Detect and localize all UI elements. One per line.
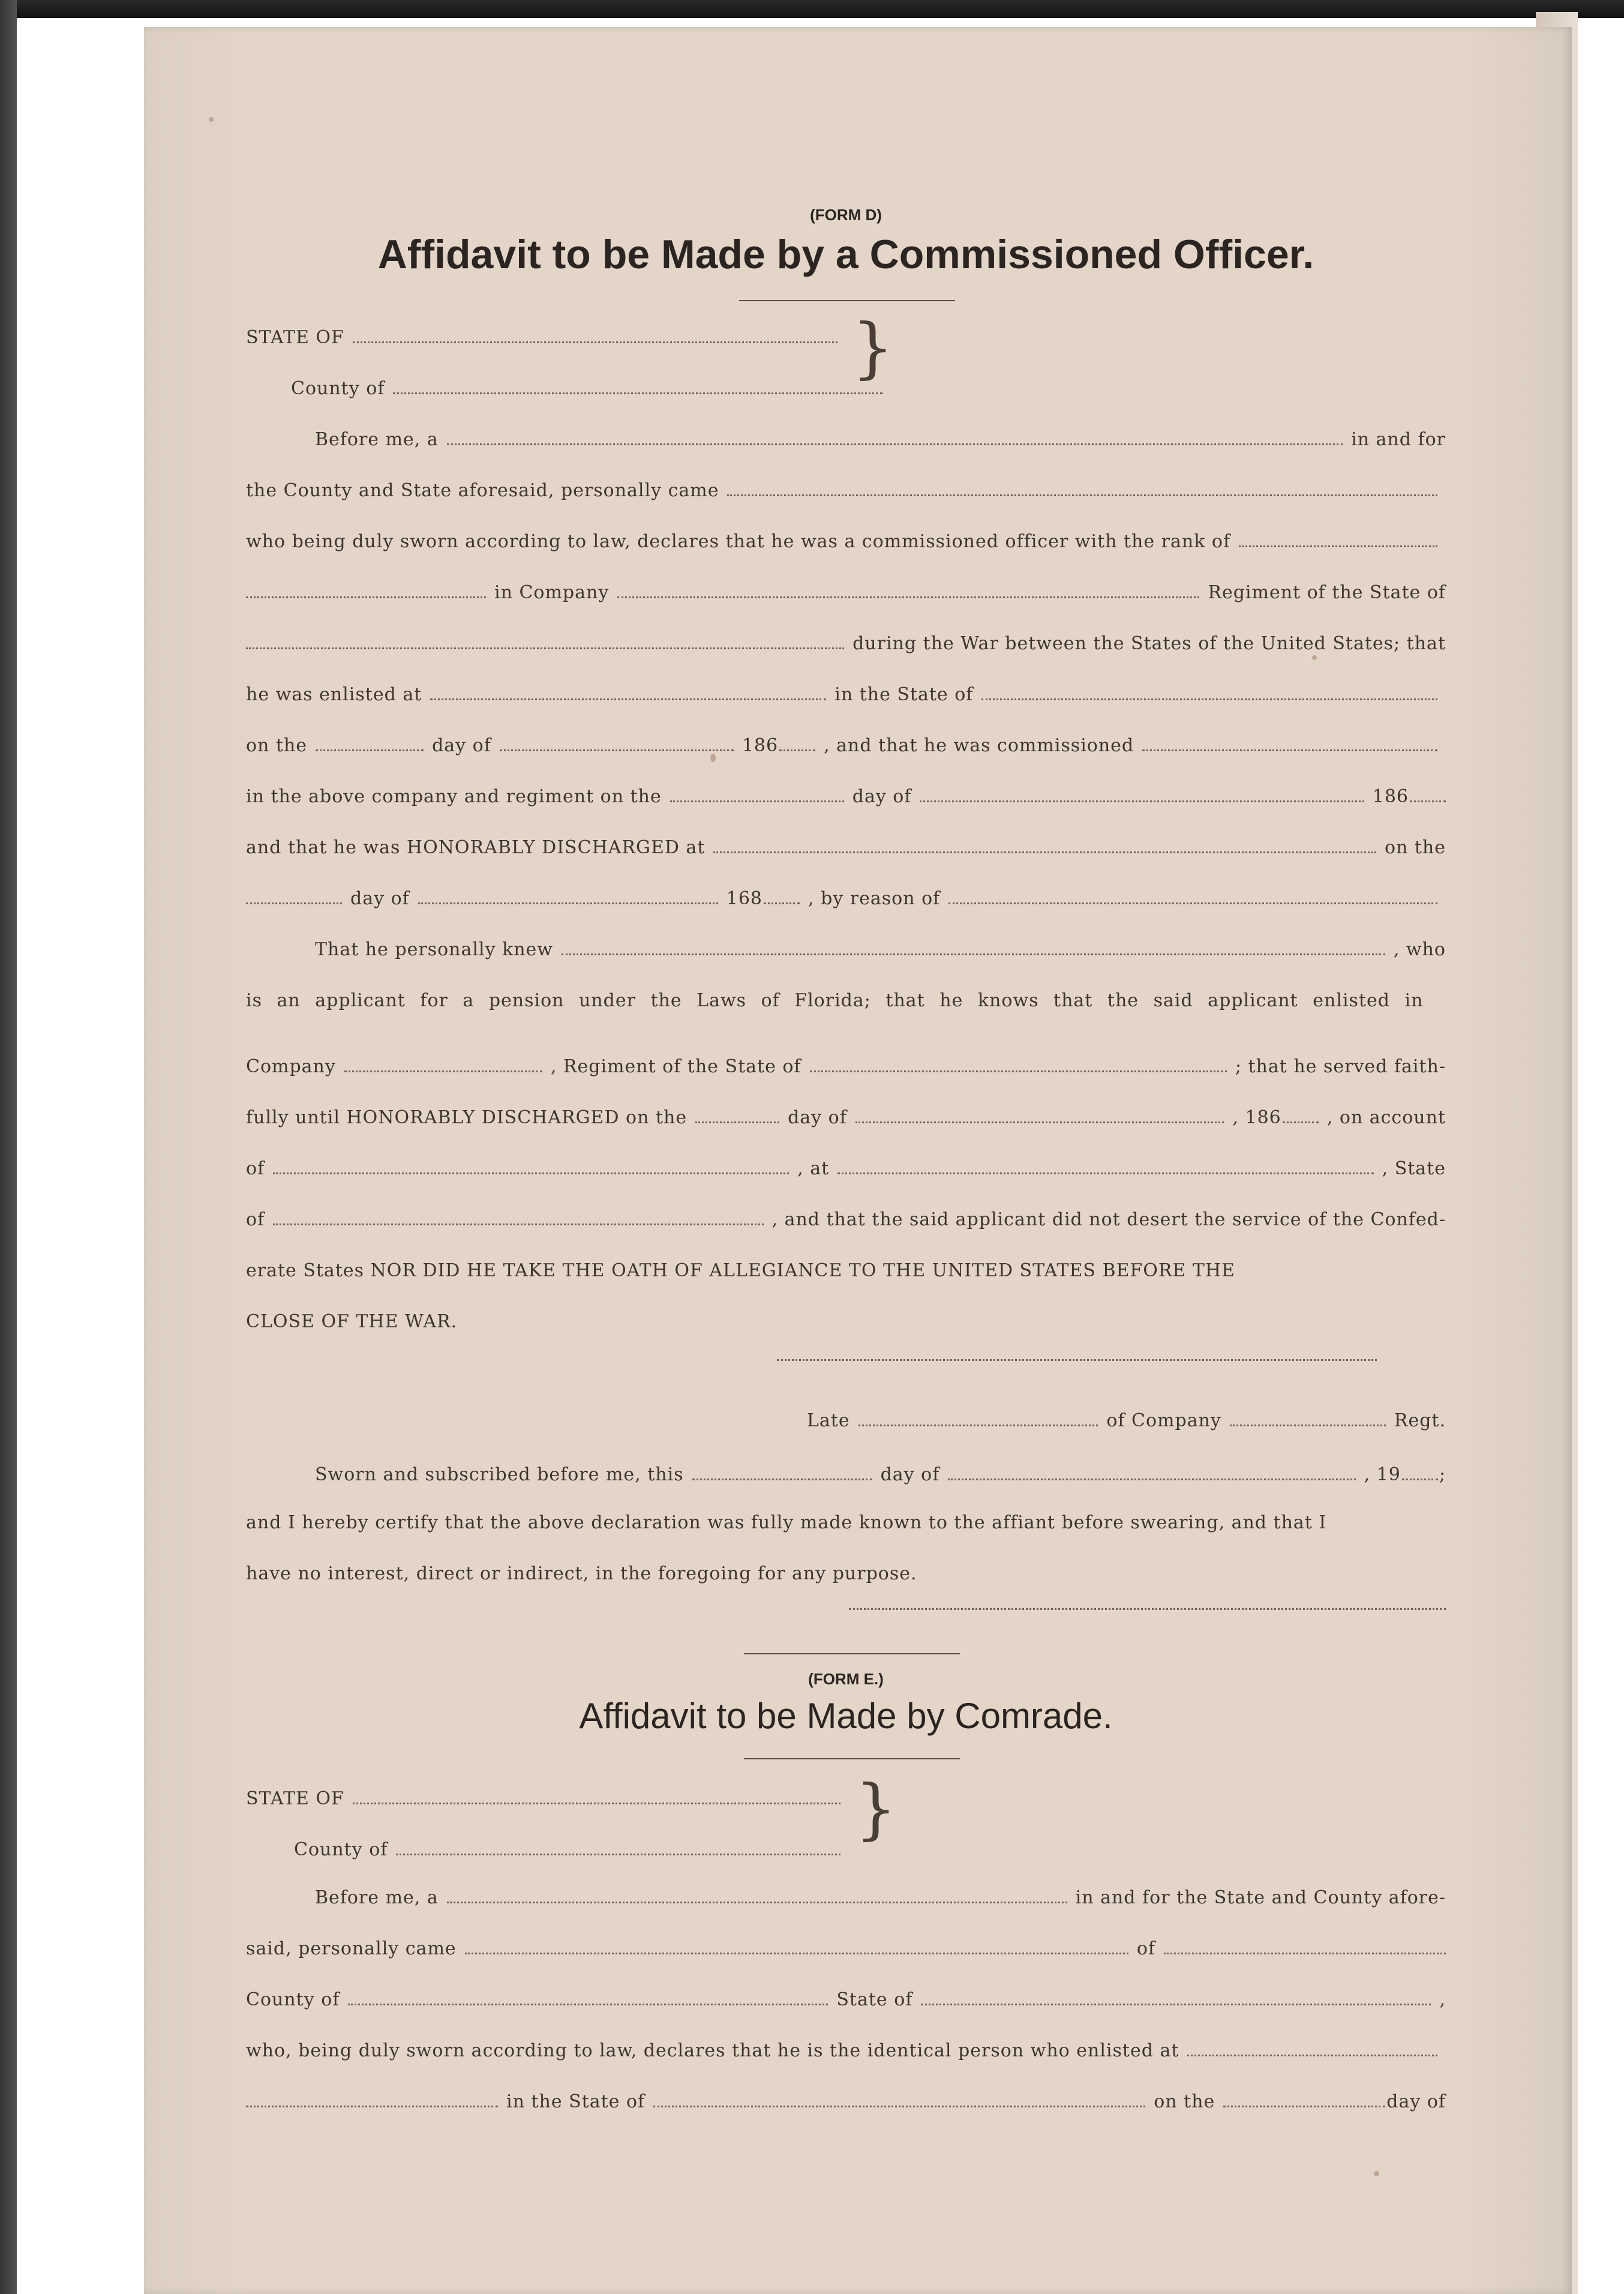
- county-state-aforesaid-text: the County and State aforesaid, personally came: [246, 480, 719, 501]
- form-e-day-blank[interactable]: [1223, 2106, 1385, 2107]
- sworn-rank-text: who being duly sworn according to law, declares that he was a commissioned officer with the rank of: [246, 531, 1231, 552]
- applicant-text: is an applicant for a pension under the Laws of Florida; that he knows that the said applicant enlisted in: [246, 990, 1424, 1011]
- state-blank[interactable]: [246, 647, 844, 649]
- day-of-label-3: day of: [350, 888, 410, 909]
- applicant-company-blank[interactable]: [344, 1070, 542, 1072]
- of-company-blank[interactable]: [1230, 1425, 1386, 1426]
- form-e-before-me-label: Before me, a: [315, 1887, 439, 1908]
- late-blank[interactable]: [858, 1425, 1098, 1426]
- form-e-personally-came-row: [246, 1923, 1446, 1959]
- scanner-border-top: [0, 0, 1624, 18]
- semicolon: ;: [1439, 1464, 1446, 1485]
- who-label: , who: [1393, 939, 1446, 960]
- form-e-state-day-row: [246, 2076, 1446, 2112]
- form-e-enlisted-row: [246, 2025, 1446, 2061]
- enlisted-row: [246, 669, 1446, 705]
- form-e-enlisted-blank[interactable]: [1187, 2055, 1437, 2056]
- on-account-label: , on account: [1326, 1107, 1446, 1128]
- form-e-day-of-label: day of: [1386, 2091, 1446, 2112]
- honorably-discharged-text: and that he was HONORABLY DISCHARGED at: [246, 837, 706, 858]
- during-war-row: [246, 618, 1446, 654]
- company-regiment-date-row: [246, 771, 1446, 807]
- personally-knew-row: [246, 924, 1446, 960]
- company-blank[interactable]: [617, 596, 1199, 598]
- name-blank[interactable]: [727, 494, 1437, 496]
- form-e-label: (FORM E.): [808, 1670, 884, 1688]
- in-state-of-label: in the State of: [834, 684, 974, 705]
- title-rule: [739, 300, 955, 301]
- form-e-title-rule: [744, 1758, 960, 1759]
- form-e-of-blank[interactable]: [1164, 1953, 1446, 1954]
- year-186-label-b: 186: [1372, 786, 1409, 807]
- of-label: of: [246, 1158, 265, 1179]
- sworn-month-blank[interactable]: [948, 1479, 1355, 1480]
- day-blank-4[interactable]: [695, 1121, 779, 1123]
- in-company-label: in Company: [494, 582, 610, 603]
- enlisted-at-label: he was enlisted at: [246, 684, 422, 705]
- close-of-war-row: [246, 1296, 1446, 1332]
- discharge-place-blank[interactable]: [713, 851, 1376, 853]
- state-label: , State: [1382, 1158, 1446, 1179]
- applicant-name-blank[interactable]: [562, 953, 1385, 955]
- no-interest-row: [246, 1548, 1446, 1584]
- applicant-row: [246, 975, 1446, 1011]
- applicant-state-blank[interactable]: [810, 1070, 1227, 1072]
- state-of-blank-2[interactable]: [273, 1224, 763, 1225]
- day-of-label: day of: [432, 735, 491, 756]
- rank-blank[interactable]: [1239, 545, 1437, 547]
- brace-symbol: }: [852, 309, 894, 386]
- stain: [209, 117, 214, 122]
- late-company-row: [807, 1395, 1446, 1431]
- form-e-brace-symbol: }: [855, 1770, 897, 1847]
- county-of-blank[interactable]: [393, 392, 882, 394]
- of-label-2: of: [246, 1209, 265, 1230]
- erate-states-text: erate States NOR DID HE TAKE THE OATH OF ALLEGIANCE TO THE UNITED STATES BEFORE THE: [246, 1260, 1235, 1281]
- form-e-state-blank[interactable]: [353, 1803, 840, 1804]
- scanner-border-left: [0, 0, 17, 2294]
- fully-until-row: [246, 1092, 1446, 1128]
- commissioned-blank[interactable]: [1142, 749, 1437, 751]
- form-e-state-label: STATE OF: [246, 1788, 344, 1809]
- form-d-label: (FORM D): [810, 206, 882, 224]
- form-e-comma: ,: [1439, 1989, 1446, 2010]
- year-blank-3[interactable]: [764, 902, 800, 904]
- of-at-state-row: [246, 1143, 1446, 1179]
- form-d-title: Affidavit to be Made by a Commissioned Officer.: [377, 232, 1314, 277]
- year-168-label: 168: [726, 888, 763, 909]
- form-e-county-blank[interactable]: [396, 1854, 840, 1855]
- in-and-for-label: in and for: [1351, 429, 1446, 450]
- did-not-desert-text: , and that the said applicant did not desert the service of the Confed-: [772, 1209, 1446, 1230]
- late-label: Late: [807, 1410, 850, 1431]
- applicant-company-row: [246, 1041, 1446, 1077]
- of-company-label: of Company: [1106, 1410, 1221, 1431]
- rank-continued-blank[interactable]: [246, 596, 486, 598]
- form-e-on-the-label: on the: [1154, 2091, 1215, 2112]
- form-e-in-and-for-text: in and for the State and County afore-: [1075, 1887, 1446, 1908]
- form-e-county-label: County of: [294, 1839, 388, 1860]
- form-e-county-label-2: County of: [246, 1989, 340, 2010]
- at-place-blank[interactable]: [837, 1173, 1373, 1174]
- company-label: Company: [246, 1056, 336, 1077]
- year-186-label: 186: [742, 735, 779, 756]
- stain: [1312, 655, 1317, 660]
- form-e-in-state-of-label: in the State of: [506, 2091, 646, 2112]
- officer-title-blank[interactable]: [447, 443, 1343, 445]
- state-of-row: [246, 312, 846, 348]
- form-e-place-blank[interactable]: [246, 2106, 498, 2107]
- form-e-county-row: [294, 1824, 849, 1860]
- before-me-row: [246, 414, 1446, 450]
- certify-text: and I hereby certify that the above declaration was fully made known to the affiant before swearing, and that I: [246, 1512, 1327, 1533]
- year-blank-4[interactable]: [1283, 1121, 1319, 1123]
- enlisted-state-blank[interactable]: [981, 698, 1437, 700]
- company-regiment-row: [246, 567, 1446, 603]
- form-e-top-rule: [744, 1653, 960, 1654]
- no-interest-text: have no interest, direct or indirect, in the foregoing for any purpose.: [246, 1563, 917, 1584]
- fully-until-text: fully until HONORABLY DISCHARGED on the: [246, 1107, 688, 1128]
- enlisted-place-blank[interactable]: [430, 698, 826, 700]
- commissioned-label: , and that he was commissioned: [824, 735, 1134, 756]
- by-reason-label: , by reason of: [808, 888, 941, 909]
- county-of-row: [291, 363, 891, 399]
- on-the-label: on the: [246, 735, 308, 756]
- regiment-state-label: Regiment of the State of: [1208, 582, 1446, 603]
- on-the-label-2: on the: [1384, 837, 1446, 858]
- day-of-label-4: day of: [788, 1107, 847, 1128]
- form-e-who-being-sworn: who, being duly sworn according to law, declares that he is the identical person who enlisted at: [246, 2040, 1179, 2061]
- year-blank[interactable]: [779, 749, 815, 751]
- affiant-signature-line[interactable]: [777, 1359, 1377, 1361]
- form-e-title: Affidavit to be Made by Comrade.: [579, 1696, 1113, 1736]
- state-of-label: STATE OF: [246, 327, 344, 348]
- year-186-label-c: , 186: [1232, 1107, 1281, 1128]
- county-of-label: County of: [291, 378, 385, 399]
- served-faith-text: ; that he served faith-: [1235, 1056, 1446, 1077]
- reason-row: [246, 873, 1446, 909]
- above-company-text: in the above company and regiment on the: [246, 786, 662, 807]
- regt-label: Regt.: [1394, 1410, 1446, 1431]
- stain: [1374, 2171, 1379, 2176]
- form-e-state-blank-2[interactable]: [921, 2004, 1431, 2005]
- commissioned-row: [246, 720, 1446, 756]
- form-e-state-label-2: State of: [836, 1989, 913, 2010]
- month-blank-3[interactable]: [418, 902, 718, 904]
- year-19-label: , 19: [1364, 1464, 1401, 1485]
- day-blank[interactable]: [316, 749, 424, 751]
- officer-signature-line[interactable]: [849, 1608, 1446, 1610]
- day-blank-2[interactable]: [670, 800, 844, 802]
- regiment-state-of-label: , Regiment of the State of: [550, 1056, 802, 1077]
- reason-blank[interactable]: [948, 902, 1437, 904]
- did-not-desert-row: [246, 1194, 1446, 1230]
- discharged-row: [246, 822, 1446, 858]
- sworn-subscribed-text: Sworn and subscribed before me, this: [315, 1464, 684, 1485]
- account-blank[interactable]: [273, 1173, 789, 1174]
- day-blank-3[interactable]: [246, 902, 342, 904]
- month-blank-2[interactable]: [920, 800, 1364, 802]
- sworn-subscribed-row: [246, 1449, 1446, 1485]
- form-e-county-state-row: [246, 1974, 1446, 2010]
- form-e-before-me-row: [246, 1872, 1446, 1908]
- personally-knew-label: That he personally knew: [315, 939, 553, 960]
- sworn-day-blank[interactable]: [692, 1479, 872, 1480]
- form-e-county-blank-2[interactable]: [348, 2004, 828, 2005]
- month-blank-4[interactable]: [855, 1121, 1224, 1123]
- day-of-label-5: day of: [880, 1464, 940, 1485]
- day-of-label-2: day of: [852, 786, 912, 807]
- month-blank[interactable]: [500, 749, 734, 751]
- sworn-year-blank[interactable]: [1402, 1479, 1438, 1480]
- erate-states-row: [246, 1245, 1446, 1281]
- year-blank-2[interactable]: [1410, 800, 1446, 802]
- form-e-officer-blank[interactable]: [447, 1902, 1067, 1903]
- form-e-state-row: [246, 1773, 849, 1809]
- close-of-war-text: CLOSE OF THE WAR.: [246, 1311, 458, 1332]
- at-label: , at: [797, 1158, 830, 1179]
- form-e-of-label: of: [1136, 1938, 1155, 1959]
- form-e-said-personally-came: said, personally came: [246, 1938, 457, 1959]
- certify-row: [246, 1497, 1446, 1533]
- state-of-blank[interactable]: [353, 341, 837, 343]
- rank-row: [246, 516, 1446, 552]
- form-e-enlist-state-blank[interactable]: [653, 2106, 1145, 2107]
- before-me-label: Before me, a: [315, 429, 439, 450]
- personally-came-row: [246, 465, 1446, 501]
- during-war-text: during the War between the States of the United States; that: [852, 633, 1446, 654]
- form-e-name-blank[interactable]: [465, 1953, 1128, 1954]
